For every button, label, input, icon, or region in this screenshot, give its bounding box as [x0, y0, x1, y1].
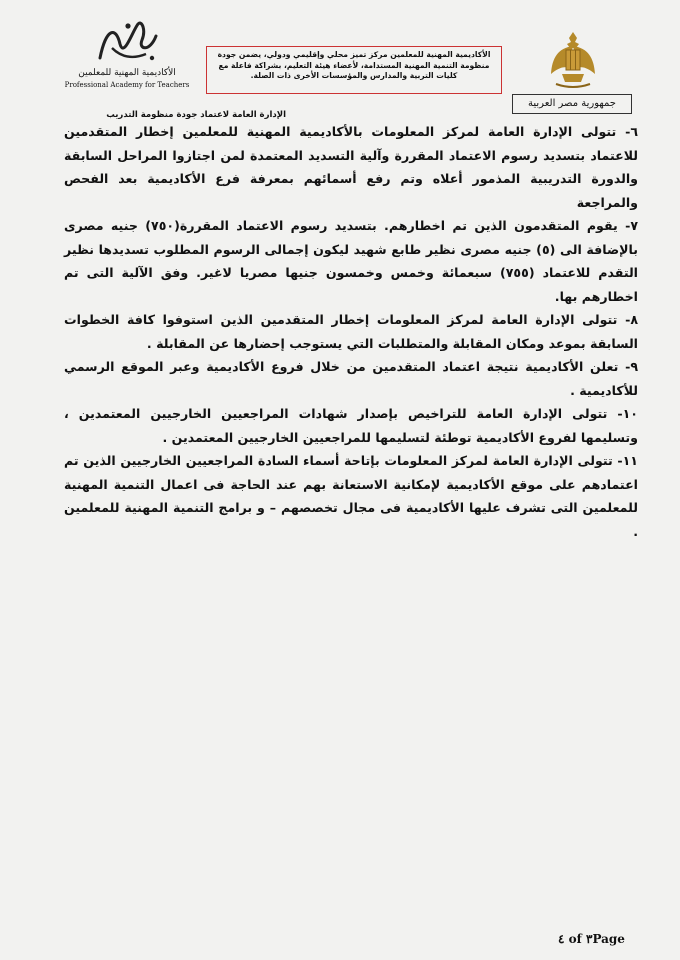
academy-calligraphy-logo [92, 18, 162, 64]
academy-logo [62, 18, 192, 90]
mission-statement-box [206, 46, 502, 94]
country-label: جمهورية مصر العربية [528, 98, 616, 109]
academy-arabic-name: الأكاديمية المهنية للمعلمين [78, 68, 176, 78]
egypt-eagle-emblem-icon [548, 28, 598, 92]
document-body [64, 120, 638, 543]
item-8: ٨- تتولى الإدارة العامة لمركز المعلومات إخطار المتقدمين الذين استوفوا كافة الخطوات السابقة بموعد ومكان المقابلة والمتطلبات التي يستوجب إحضارها عن المقابلة . [64, 312, 638, 351]
department-heading: الإدارة العامة لاعتماد جودة منظومة التدريب [106, 110, 286, 120]
page-number: ٤ of ٣Page [558, 932, 625, 946]
item-7: ٧- يقوم المتقدمون الذين تم اخطارهم. بتسديد رسوم الاعتماد المقررة(٧٥٠) جنيه مصرى بالإضافة الى (٥) جنيه مصرى نظير طابع شهيد ليكون إجمالى الرسوم المطلوب تسديدها نظير التقدم للاعتماد (٧٥٥) سبعمائة وخمس وخمسون جنيها مصريا لاغير. وفق الآلية التى تم اخطارهم بها. [64, 218, 639, 304]
item-10: ١٠- تتولى الإدارة العامة للتراخيص بإصدار شهادات المراجعيين الخارجيين المعتمدين ، وتسليمها لفروع الأكاديمية توطئة لتسليمها للمراجعيين الخارجيين المعتمدين . [64, 406, 638, 445]
item-9: ٩- تعلن الأكاديمية نتيجة اعتماد المتقدمين من خلال فروع الأكاديمية وعبر الموقع الرسمي للأكاديمية . [64, 359, 638, 398]
item-6: ٦- تتولى الإدارة العامة لمركز المعلومات بالأكاديمية المهنية للمعلمين إخطار المتقدمين للاعتماد بتسديد رسوم الاعتماد المقررة وآلية التسديد المعتمدة لمن اجتازوا المراحل السابقة والدورة التدريبية المذمور أعلاه وتم رفع أسمائهم بمعرفة فرع الأكاديمية بعد الفحص والمراجعة [64, 124, 638, 210]
mission-statement-text: الأكاديمية المهنية للمعلمين مركز تميز محلي وإقليمي ودولي، يضمن جودة منظومة التنمية المهنية المستدامة، لأعضاء هيئة التعليم، بشراكة فاعلة مع كليات التربية والمدارس والمؤسسات الأخرى ذات الصلة. [217, 50, 491, 80]
academy-english-name: Professional Academy for Teachers [64, 81, 190, 89]
item-11: ١١- تتولى الإدارة العامة لمركز المعلومات بإتاحة أسماء السادة المراجعيين الخارجيين الذين تم اعتمادهم على موقع الأكاديمية لإمكانية الاستعانة بهم عند الحاجة فى اعمال التنمية المهنية للمعلمين التى تشرف عليها الأكاديمية فى مجال تخصصهم – و برامج التنمية المهنية للمعلمين . [64, 453, 638, 539]
country-label-box [512, 94, 632, 114]
